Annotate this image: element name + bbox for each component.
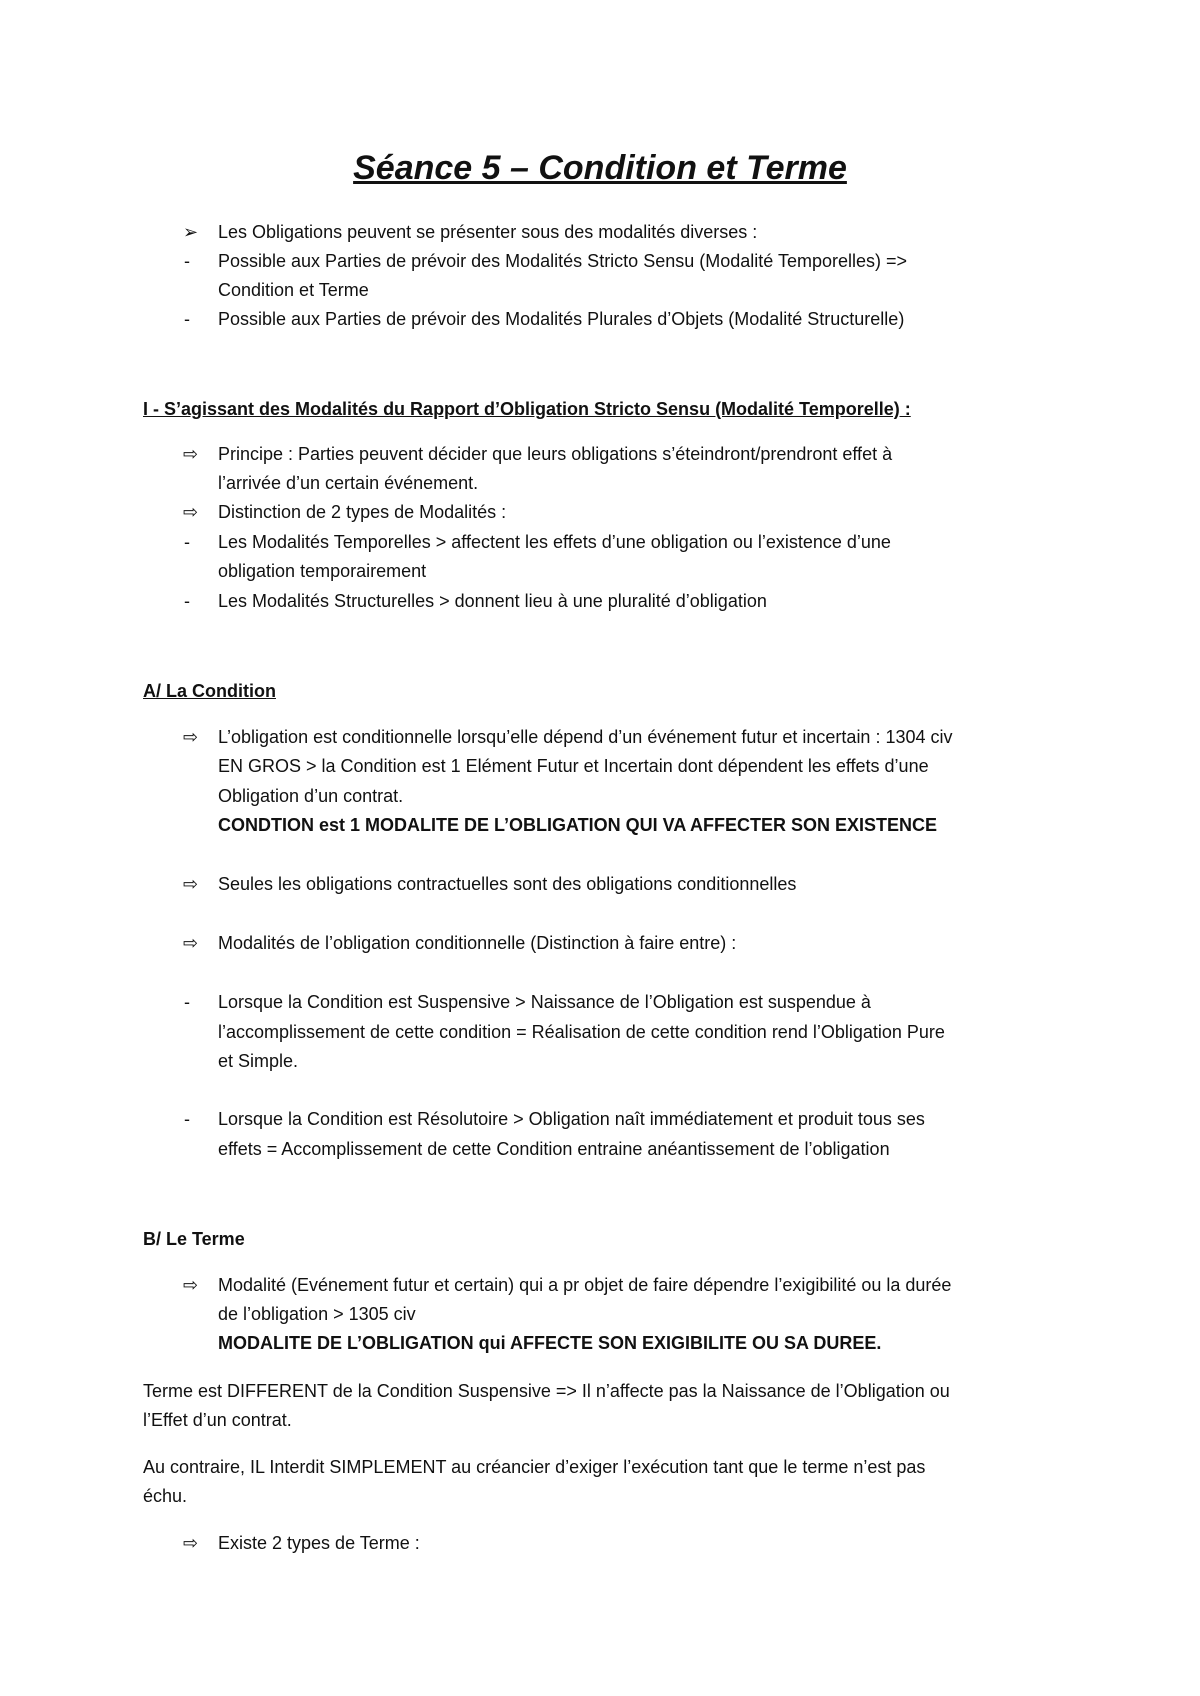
temporelles-line1: Les Modalités Temporelles > affectent les effets d’une obligation ou l’existence d’une (218, 532, 891, 552)
dash-bullet: - (184, 532, 190, 552)
condition-p2: Seules les obligations contractuelles sont des obligations conditionnelles (218, 874, 797, 894)
dash-bullet: - (184, 591, 190, 611)
section-heading-i: I - S’agissant des Modalités du Rapport d’Obligation Stricto Sensu (Modalité Temporelle) : (143, 399, 911, 419)
terme-p2: Existe 2 types de Terme : (218, 1533, 420, 1553)
condition-p1-line2: EN GROS > la Condition est 1 Elément Futur et Incertain dont dépendent les effets d’une (218, 756, 929, 776)
outline-arrow-bullet-icon: ⇨ (183, 1533, 199, 1553)
condition-caps-statement: CONDTION est 1 MODALITE DE L’OBLIGATION QUI VA AFFECTER SON EXISTENCE (218, 815, 938, 835)
dash-bullet: - (184, 1109, 190, 1129)
principe-line2: l’arrivée d’un certain événement. (218, 473, 479, 493)
suspensive-line3: et Simple. (218, 1051, 299, 1071)
terme-p1-line2: de l’obligation > 1305 civ (218, 1304, 416, 1324)
outline-arrow-bullet-icon: ⇨ (183, 444, 199, 464)
outline-arrow-bullet-icon: ⇨ (183, 874, 199, 894)
outline-arrow-bullet-icon: ⇨ (183, 933, 199, 953)
resolutoire-line2: effets = Accomplissement de cette Condition entraine anéantissement de l’obligation (218, 1139, 890, 1159)
dash-bullet: - (184, 251, 190, 271)
outline-arrow-bullet-icon: ⇨ (183, 1275, 199, 1295)
resolutoire-line1: Lorsque la Condition est Résolutoire > Obligation naît immédiatement et produit tous ses (218, 1109, 925, 1129)
section-heading-b: B/ Le Terme (143, 1229, 245, 1249)
intro-item1-line2: Condition et Terme (218, 280, 369, 300)
suspensive-line2: l’accomplissement de cette condition = Réalisation de cette condition rend l’Obligation Pure (218, 1022, 945, 1042)
condition-p3: Modalités de l’obligation conditionnelle (Distinction à faire entre) : (218, 933, 737, 953)
suspensive-line1: Lorsque la Condition est Suspensive > Naissance de l’Obligation est suspendue à (218, 992, 871, 1012)
distinction-text: Distinction de 2 types de Modalités : (218, 502, 507, 522)
outline-arrow-bullet-icon: ⇨ (183, 727, 199, 747)
structurelles-text: Les Modalités Structurelles > donnent lieu à une pluralité d’obligation (218, 591, 767, 611)
outline-arrow-bullet-icon: ⇨ (183, 502, 199, 522)
condition-p1-line3: Obligation d’un contrat. (218, 786, 404, 806)
principe-line1: Principe : Parties peuvent décider que leurs obligations s’éteindront/prendront effet à (218, 444, 893, 464)
terme-para1-line1: Terme est DIFFERENT de la Condition Suspensive => Il n’affecte pas la Naissance de l’Obligation ou (143, 1381, 950, 1401)
intro-item1-line1: Possible aux Parties de prévoir des Modalités Stricto Sensu (Modalité Temporelles) => (218, 251, 908, 271)
intro-bullet-text: Les Obligations peuvent se présenter sous des modalités diverses : (218, 222, 758, 242)
section-heading-a: A/ La Condition (143, 681, 276, 701)
intro-item2: Possible aux Parties de prévoir des Modalités Plurales d’Objets (Modalité Structurelle) (218, 309, 905, 329)
terme-caps-statement: MODALITE DE L’OBLIGATION qui AFFECTE SON EXIGIBILITE OU SA DUREE. (218, 1333, 882, 1353)
terme-para1-line2: l’Effet d’un contrat. (143, 1410, 292, 1430)
dash-bullet: - (184, 992, 190, 1012)
temporelles-line2: obligation temporairement (218, 561, 427, 581)
arrowhead-bullet-icon: ➢ (183, 222, 199, 242)
condition-p1-line1: L’obligation est conditionnelle lorsqu’elle dépend d’un événement futur et incertain : 1304 civ (218, 727, 953, 747)
terme-para2-line2: échu. (143, 1486, 188, 1506)
page-title: Séance 5 – Condition et Terme (353, 149, 847, 187)
terme-para2-line1: Au contraire, IL Interdit SIMPLEMENT au créancier d’exiger l’exécution tant que le terme n’est pas (143, 1457, 926, 1477)
dash-bullet: - (184, 309, 190, 329)
terme-p1-line1: Modalité (Evénement futur et certain) qui a pr objet de faire dépendre l’exigibilité ou la durée (218, 1275, 952, 1295)
